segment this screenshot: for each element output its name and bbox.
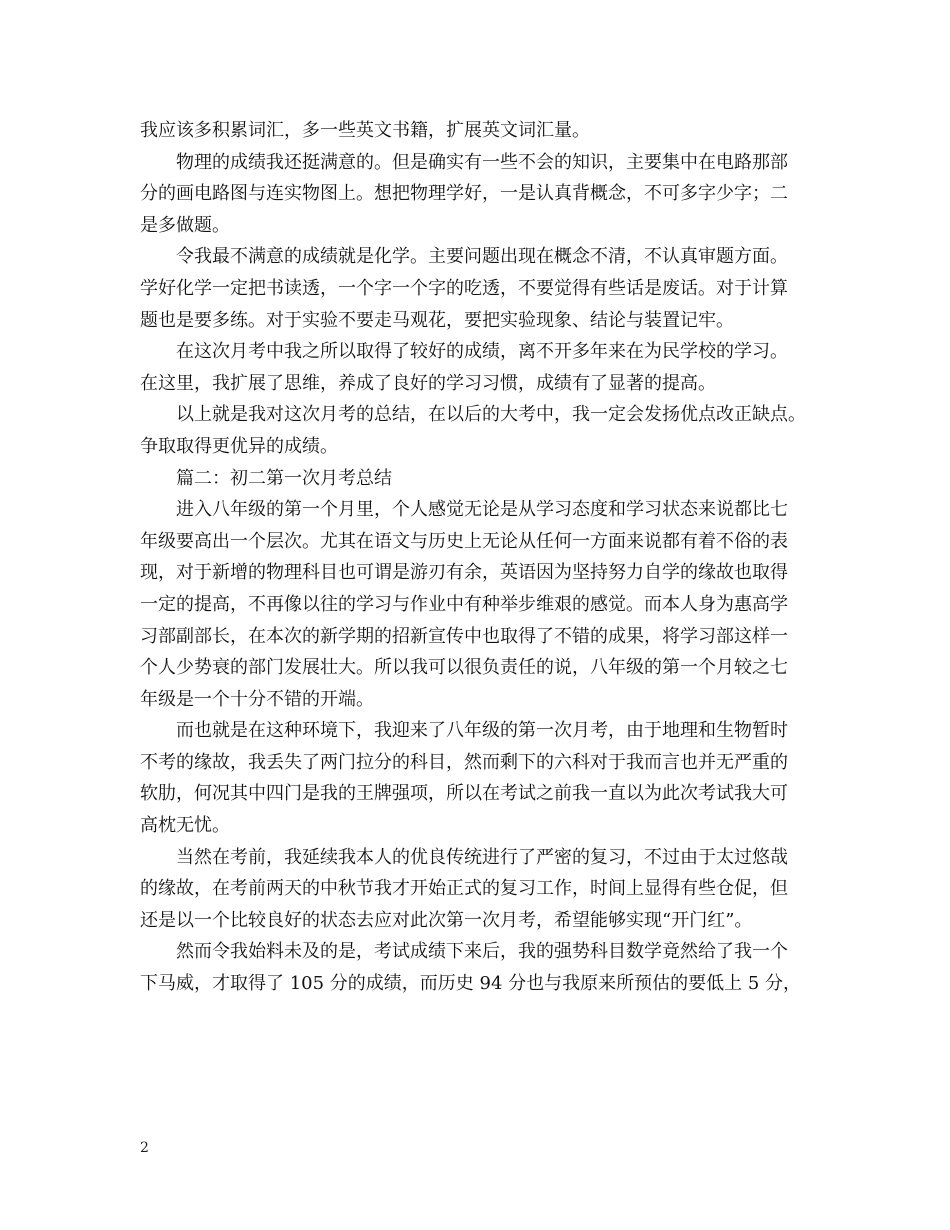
- text-line: 不考的缘故，我丢失了两门拉分的科目，然而剩下的六科对于我而言也并无严重的: [140, 751, 788, 773]
- text-line: 争取取得更优异的成绩。: [140, 435, 338, 457]
- text-line: 篇二：初二第一次月考总结: [176, 467, 392, 489]
- text-line: 高枕无忧。: [140, 815, 230, 837]
- text-line: 是多做题。: [140, 214, 230, 236]
- text-line: 我应该多积累词汇，多一些英文书籍，扩展英文词汇量。: [140, 120, 590, 141]
- text-line: 年级要高出一个层次。尤其在语文与历史上无论从任何一方面来说都有着不俗的表: [140, 530, 788, 552]
- text-line: 在这次月考中我之所以取得了较好的成绩，离不开多年来在为民学校的学习。: [176, 341, 788, 363]
- text-line: 还是以一个比较良好的状态去应对此次第一次月考，希望能够实现“开门红”。: [140, 909, 753, 931]
- body-text: [140, 115, 830, 1000]
- text-line: 习部副部长，在本次的新学期的招新宣传中也取得了不错的成果，将学习部这样一: [140, 625, 788, 647]
- text-line: 当然在考前，我延续我本人的优良传统进行了严密的复习，不过由于太过悠哉: [176, 846, 788, 868]
- text-line: 而也就是在这种环境下，我迎来了八年级的第一次月考，由于地理和生物暂时: [176, 720, 788, 742]
- text-line: 软肋，何况其中四门是我的王牌强项，所以在考试之前我一直以为此次考试我大可: [140, 783, 788, 805]
- text-line: 年级是一个十分不错的开端。: [140, 688, 374, 710]
- text-line: 学好化学一定把书读透，一个字一个字的吃透，不要觉得有些话是废话。对于计算: [140, 277, 788, 299]
- text-line: 在这里，我扩展了思维，养成了良好的学习习惯，成绩有了显著的提高。: [140, 372, 716, 394]
- text-line: 然而令我始料未及的是，考试成绩下来后，我的强势科目数学竟然给了我一个: [176, 941, 788, 963]
- text-line: 个人少势衰的部门发展壮大。所以我可以很负责任的说，八年级的第一个月较之七: [140, 657, 788, 679]
- text-line: 的缘故，在考前两天的中秋节我才开始正式的复习工作，时间上显得有些仓促，但: [140, 878, 788, 900]
- text-line: 现，对于新增的物理科目也可谓是游刃有余，英语因为坚持努力自学的缘故也取得: [140, 562, 788, 584]
- text-line: 以上就是我对这次月考的总结，在以后的大考中，我一定会发扬优点改正缺点。: [176, 404, 806, 426]
- text-line: 题也是要多练。对于实验不要走马观花，要把实验现象、结论与装置记牢。: [140, 309, 734, 331]
- page-number: 2: [140, 1140, 149, 1156]
- text-line: 令我最不满意的成绩就是化学。主要问题出现在概念不清，不认真审题方面。: [176, 246, 788, 268]
- text-line: 分的画电路图与连实物图上。想把物理学好，一是认真背概念，不可多字少字；二: [140, 183, 788, 205]
- text-line: 物理的成绩我还挺满意的。但是确实有一些不会的知识，主要集中在电路那部: [176, 151, 788, 173]
- text-line: 一定的提高，不再像以往的学习与作业中有种举步维艰的感觉。而本人身为惠高学: [140, 593, 788, 615]
- text-line: 下马威，才取得了 105 分的成绩，而历史 94 分也与我原来所预估的要低上 5 分，: [140, 973, 802, 995]
- text-line: 进入八年级的第一个月里，个人感觉无论是从学习态度和学习状态来说都比七: [176, 499, 788, 521]
